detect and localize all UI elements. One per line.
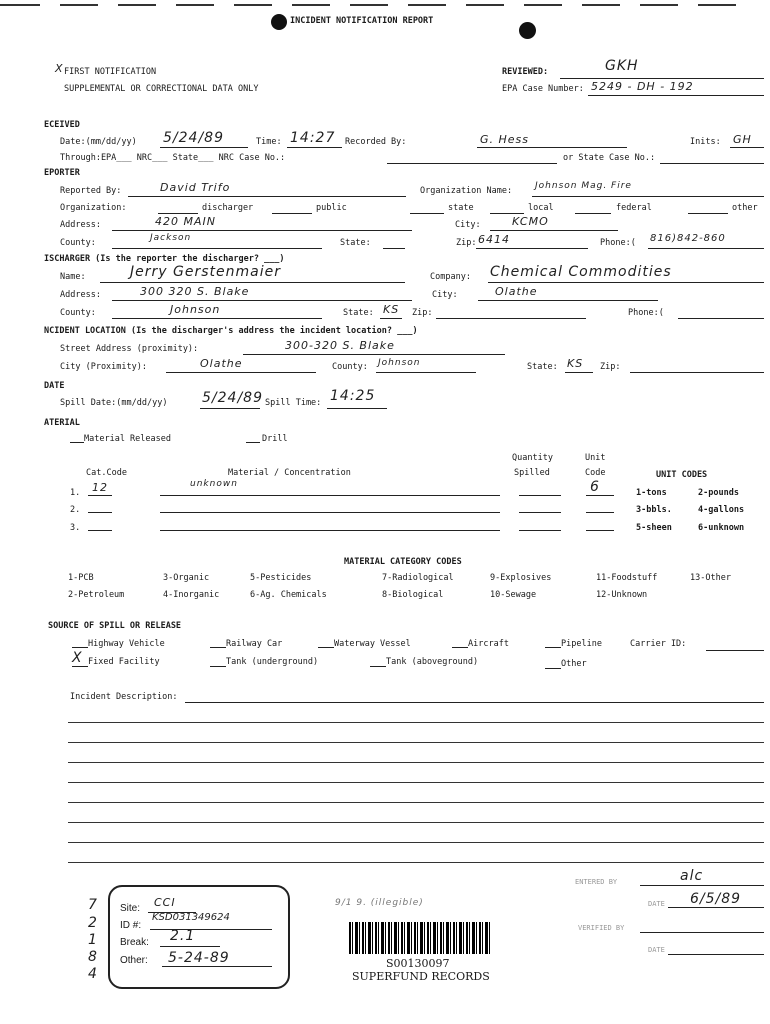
- source-carrier-id: Carrier ID:: [630, 639, 687, 649]
- org-type-public: public: [316, 203, 347, 213]
- stamp-break-value: 2.1: [170, 928, 196, 944]
- material-row-num: 3.: [70, 523, 81, 533]
- recorded-by-value: G. Hess: [480, 133, 530, 146]
- material-row-num: 1.: [70, 488, 81, 498]
- discharger-address-value: 300 320 S. Blake: [140, 285, 250, 298]
- category-code: 11-Foodstuff: [596, 573, 658, 583]
- source-tank-underground: Tank (underground): [226, 657, 319, 667]
- recorded-by-label: Recorded By:: [345, 137, 407, 147]
- category-code: 3-Organic: [163, 573, 210, 583]
- report-title: INCIDENT NOTIFICATION REPORT: [290, 16, 434, 26]
- side-digit: 2: [88, 915, 98, 931]
- epa-case-value: 5249 - DH - 192: [591, 80, 694, 93]
- time-label: Time:: [256, 137, 282, 147]
- punch-hole-right: [519, 22, 536, 39]
- side-digit: 1: [88, 932, 98, 948]
- incident-city-value: Olathe: [200, 357, 243, 370]
- category-code: 4-Inorganic: [163, 590, 220, 600]
- punch-hole-left: [271, 14, 287, 30]
- reporter-heading: EPORTER: [44, 168, 80, 178]
- entered-by-value: alc: [680, 868, 704, 884]
- incident-description-label: Incident Description:: [70, 692, 178, 702]
- discharger-state-value: KS: [383, 303, 400, 316]
- quantity-header: Quantity: [512, 453, 553, 463]
- org-type-local: local: [528, 203, 554, 213]
- first-notification-mark: X: [55, 62, 64, 75]
- reporter-state-label: State:: [340, 238, 371, 248]
- source-fixed-facility: Fixed Facility: [88, 657, 160, 667]
- discharger-phone-label: Phone:(: [628, 308, 664, 318]
- unit-code-2: 2-pounds: [698, 488, 739, 498]
- barcode-number: S00130097: [386, 957, 450, 970]
- material-heading: ATERIAL: [44, 418, 80, 428]
- incident-zip-label: Zip:: [600, 362, 621, 372]
- unit-code-6: 6-unknown: [698, 523, 745, 533]
- reported-by-value: David Trifo: [160, 181, 231, 194]
- discharger-address-label: Address:: [60, 290, 101, 300]
- inits-label: Inits:: [690, 137, 721, 147]
- reported-by-label: Reported By:: [60, 186, 122, 196]
- category-code: 10-Sewage: [490, 590, 537, 600]
- inits-value: GH: [733, 133, 752, 146]
- street-address-label: Street Address (proximity):: [60, 344, 199, 354]
- org-type-other: other: [732, 203, 758, 213]
- discharger-city-label: City:: [432, 290, 458, 300]
- source-waterway: Waterway Vessel: [334, 639, 411, 649]
- stamp-other-label: Other:: [120, 955, 148, 966]
- stamp-other-value: 5-24-89: [168, 950, 230, 966]
- date-heading: DATE: [44, 381, 65, 391]
- material-concentration-header: Material / Concentration: [228, 468, 351, 478]
- category-code: 6-Ag. Chemicals: [250, 590, 327, 600]
- stamp-id-value: KSD031349624: [152, 912, 230, 923]
- org-name-label: Organization Name:: [420, 186, 513, 196]
- reporter-county-label: County:: [60, 238, 96, 248]
- reporter-zip-label: Zip:: [456, 238, 477, 248]
- epa-case-label: EPA Case Number:: [502, 84, 584, 94]
- org-type-federal: federal: [616, 203, 652, 213]
- material-row-num: 2.: [70, 505, 81, 515]
- entered-by-label: ENTERED BY: [575, 878, 618, 886]
- stamp-id-label: ID #:: [120, 920, 142, 931]
- stamp-break-label: Break:: [120, 937, 149, 948]
- incident-city-label: City (Proximity):: [60, 362, 147, 372]
- reporter-zip-value: 6414: [478, 233, 510, 246]
- incident-state-label: State:: [527, 362, 558, 372]
- supplemental-label: SUPPLEMENTAL OR CORRECTIONAL DATA ONLY: [64, 84, 259, 94]
- category-code: 9-Explosives: [490, 573, 552, 583]
- stamp-site-label: Site:: [120, 903, 141, 914]
- discharger-city-value: Olathe: [495, 285, 538, 298]
- discharger-zip-label: Zip:: [412, 308, 433, 318]
- org-type-discharger: discharger: [202, 203, 254, 213]
- unit-code-5: 5-sheen: [636, 523, 672, 533]
- incident-state-value: KS: [567, 357, 584, 370]
- address-label: Address:: [60, 220, 101, 230]
- verified-by-label: VERIFIED BY: [578, 924, 625, 932]
- cat-code-header: Cat.Code: [86, 468, 127, 478]
- reporter-city-label: City:: [455, 220, 481, 230]
- side-digit: 7: [88, 897, 98, 913]
- spilled-header: Spilled: [514, 468, 550, 478]
- category-codes-title: MATERIAL CATEGORY CODES: [344, 557, 462, 567]
- company-value: Chemical Commodities: [490, 264, 672, 280]
- incident-county-value: Johnson: [378, 358, 421, 368]
- discharger-county-label: County:: [60, 308, 96, 318]
- material-released-label: Material Released: [84, 434, 171, 444]
- incident-heading: NCIDENT LOCATION (Is the discharger's address the incident location? ___): [44, 326, 418, 336]
- barcode: [349, 922, 491, 954]
- source-railway: Railway Car: [226, 639, 283, 649]
- category-code: 12-Unknown: [596, 590, 648, 600]
- material-row-material: unknown: [190, 479, 238, 489]
- reviewed-label: REVIEWED:: [502, 67, 549, 77]
- source-highway: Highway Vehicle: [88, 639, 165, 649]
- drill-label: Drill: [262, 434, 288, 444]
- side-digit: 4: [88, 966, 98, 982]
- source-pipeline: Pipeline: [561, 639, 602, 649]
- category-code: 8-Biological: [382, 590, 444, 600]
- company-label: Company:: [430, 272, 471, 282]
- spill-date-label: Spill Date:(mm/dd/yy): [60, 398, 168, 408]
- category-code: 2-Petroleum: [68, 590, 125, 600]
- fixed-facility-mark: X: [72, 650, 83, 666]
- spill-time-label: Spill Time:: [265, 398, 322, 408]
- category-code: 13-Other: [690, 573, 731, 583]
- discharger-county-value: Johnson: [170, 303, 221, 316]
- discharger-name-label: Name:: [60, 272, 86, 282]
- received-heading: ECEIVED: [44, 120, 80, 130]
- verified-date-label: DATE: [648, 946, 665, 954]
- reporter-phone-label: Phone:(: [600, 238, 636, 248]
- discharger-name-value: Jerry Gerstenmaier: [130, 264, 281, 280]
- source-aircraft: Aircraft: [468, 639, 509, 649]
- date-label: Date:(mm/dd/yy): [60, 137, 137, 147]
- organization-label: Organization:: [60, 203, 127, 213]
- code-header: Code: [585, 468, 606, 478]
- unit-code-1: 1-tons: [636, 488, 667, 498]
- category-code: 7-Radiological: [382, 573, 454, 583]
- reporter-county-value: Jackson: [150, 233, 192, 243]
- street-address-value: 300-320 S. Blake: [285, 339, 395, 352]
- state-case-label: or State Case No.:: [563, 153, 656, 163]
- time-value: 14:27: [290, 130, 336, 146]
- reviewed-value: GKH: [605, 58, 639, 74]
- discharger-state-label: State:: [343, 308, 374, 318]
- reporter-city-value: KCMO: [512, 215, 549, 228]
- through-label: Through:EPA___ NRC___ State___ NRC Case No.:: [60, 153, 286, 163]
- spill-time-value: 14:25: [330, 388, 376, 404]
- stamp-site-value: CCI: [154, 896, 176, 909]
- side-digit: 8: [88, 949, 98, 965]
- incident-county-label: County:: [332, 362, 368, 372]
- address-value: 420 MAIN: [155, 215, 216, 228]
- source-other: Other: [561, 659, 587, 669]
- material-row-code: 12: [92, 481, 108, 494]
- spill-date-value: 5/24/89: [202, 390, 263, 406]
- category-code: 5-Pesticides: [250, 573, 312, 583]
- first-notification-label: FIRST NOTIFICATION: [64, 67, 157, 77]
- unit-codes-title: UNIT CODES: [656, 470, 708, 480]
- unit-code-3: 3-bbls.: [636, 505, 672, 515]
- material-row-unit: 6: [590, 479, 600, 495]
- source-heading: SOURCE OF SPILL OR RELEASE: [48, 621, 182, 631]
- entered-date-value: 6/5/89: [690, 891, 742, 907]
- source-tank-aboveground: Tank (aboveground): [386, 657, 479, 667]
- reporter-phone-value: 816)842-860: [650, 233, 726, 244]
- category-code: 1-PCB: [68, 573, 94, 583]
- org-name-value: Johnson Mag. Fire: [535, 181, 632, 191]
- entered-date-label: DATE: [648, 900, 665, 908]
- unit-code-4: 4-gallons: [698, 505, 745, 515]
- barcode-scribble: 9/1 9. (illegible): [335, 898, 424, 908]
- unit-header: Unit: [585, 453, 606, 463]
- superfund-records: SUPERFUND RECORDS: [352, 970, 490, 983]
- date-value: 5/24/89: [163, 130, 224, 146]
- org-type-state: state: [448, 203, 474, 213]
- discharger-heading: ISCHARGER (Is the reporter the discharger? ___): [44, 254, 285, 264]
